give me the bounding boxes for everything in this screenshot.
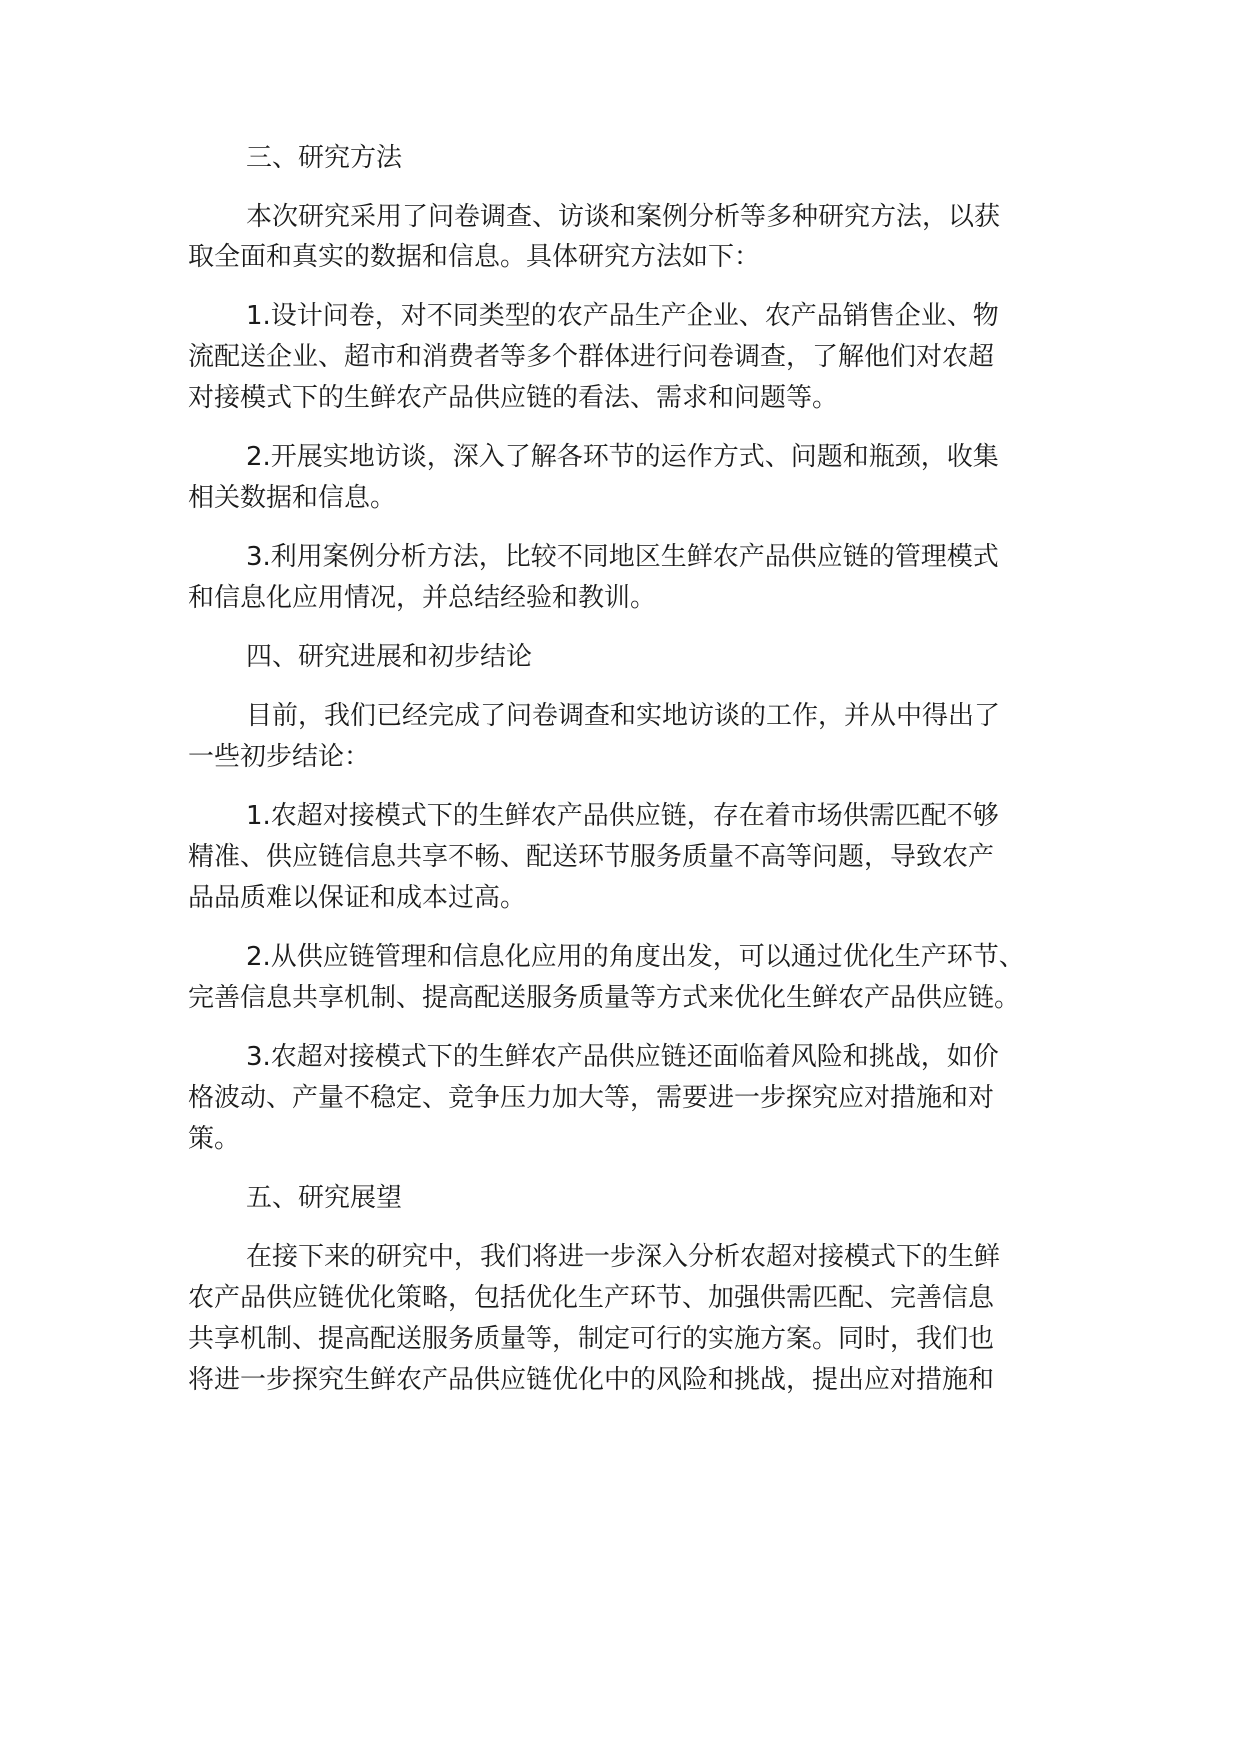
conclusion-item-2-line-1: 2.从供应链管理和信息化应用的角度出发，可以通过优化生产环节、 xyxy=(246,942,1025,972)
outlook-line-2: 农产品供应链优化策略，包括优化生产环节、加强供需匹配、完善信息 xyxy=(188,1283,995,1313)
conclusion-item-1-line-2: 精准、供应链信息共享不畅、配送环节服务质量不高等问题，导致农产 xyxy=(188,842,995,872)
methods-item-2-line-1: 2.开展实地访谈，深入了解各环节的运作方式、问题和瓶颈，收集 xyxy=(246,442,999,472)
methods-item-3-line-1: 3.利用案例分析方法，比较不同地区生鲜农产品供应链的管理模式 xyxy=(246,542,999,572)
section-heading-outlook: 五、研究展望 xyxy=(246,1183,403,1213)
methods-item-1-line-1: 1.设计问卷，对不同类型的农产品生产企业、农产品销售企业、物 xyxy=(246,301,999,331)
methods-item-1-line-2: 流配送企业、超市和消费者等多个群体进行问卷调查，了解他们对农超 xyxy=(188,342,995,372)
methods-intro-line-1: 本次研究采用了问卷调查、访谈和案例分析等多种研究方法，以获 xyxy=(246,202,1001,232)
conclusion-item-2-line-2: 完善信息共享机制、提高配送服务质量等方式来优化生鲜农产品供应链。 xyxy=(188,983,1021,1013)
conclusion-item-3-line-2: 格波动、产量不稳定、竞争压力加大等，需要进一步探究应对措施和对 xyxy=(188,1083,995,1113)
outlook-line-1: 在接下来的研究中，我们将进一步深入分析农超对接模式下的生鲜 xyxy=(246,1242,1001,1272)
methods-intro-line-2: 取全面和真实的数据和信息。具体研究方法如下： xyxy=(188,242,761,272)
conclusion-item-3-line-3: 策。 xyxy=(188,1124,241,1154)
conclusion-item-1-line-3: 品品质难以保证和成本过高。 xyxy=(188,883,527,913)
outlook-line-4: 将进一步探究生鲜农产品供应链优化中的风险和挑战，提出应对措施和 xyxy=(188,1365,995,1395)
methods-item-3-line-2: 和信息化应用情况，并总结经验和教训。 xyxy=(188,583,657,613)
section-heading-progress: 四、研究进展和初步结论 xyxy=(246,642,533,672)
conclusion-item-1-line-1: 1.农超对接模式下的生鲜农产品供应链，存在着市场供需匹配不够 xyxy=(246,801,999,831)
methods-item-2-line-2: 相关数据和信息。 xyxy=(188,483,397,513)
methods-item-1-line-3: 对接模式下的生鲜农产品供应链的看法、需求和问题等。 xyxy=(188,383,839,413)
section-heading-methods: 三、研究方法 xyxy=(246,143,403,173)
progress-intro-line-1: 目前，我们已经完成了问卷调查和实地访谈的工作，并从中得出了 xyxy=(246,701,1001,731)
progress-intro-line-2: 一些初步结论： xyxy=(188,742,371,772)
outlook-line-3: 共享机制、提高配送服务质量等，制定可行的实施方案。同时，我们也 xyxy=(188,1324,995,1354)
conclusion-item-3-line-1: 3.农超对接模式下的生鲜农产品供应链还面临着风险和挑战，如价 xyxy=(246,1042,999,1072)
